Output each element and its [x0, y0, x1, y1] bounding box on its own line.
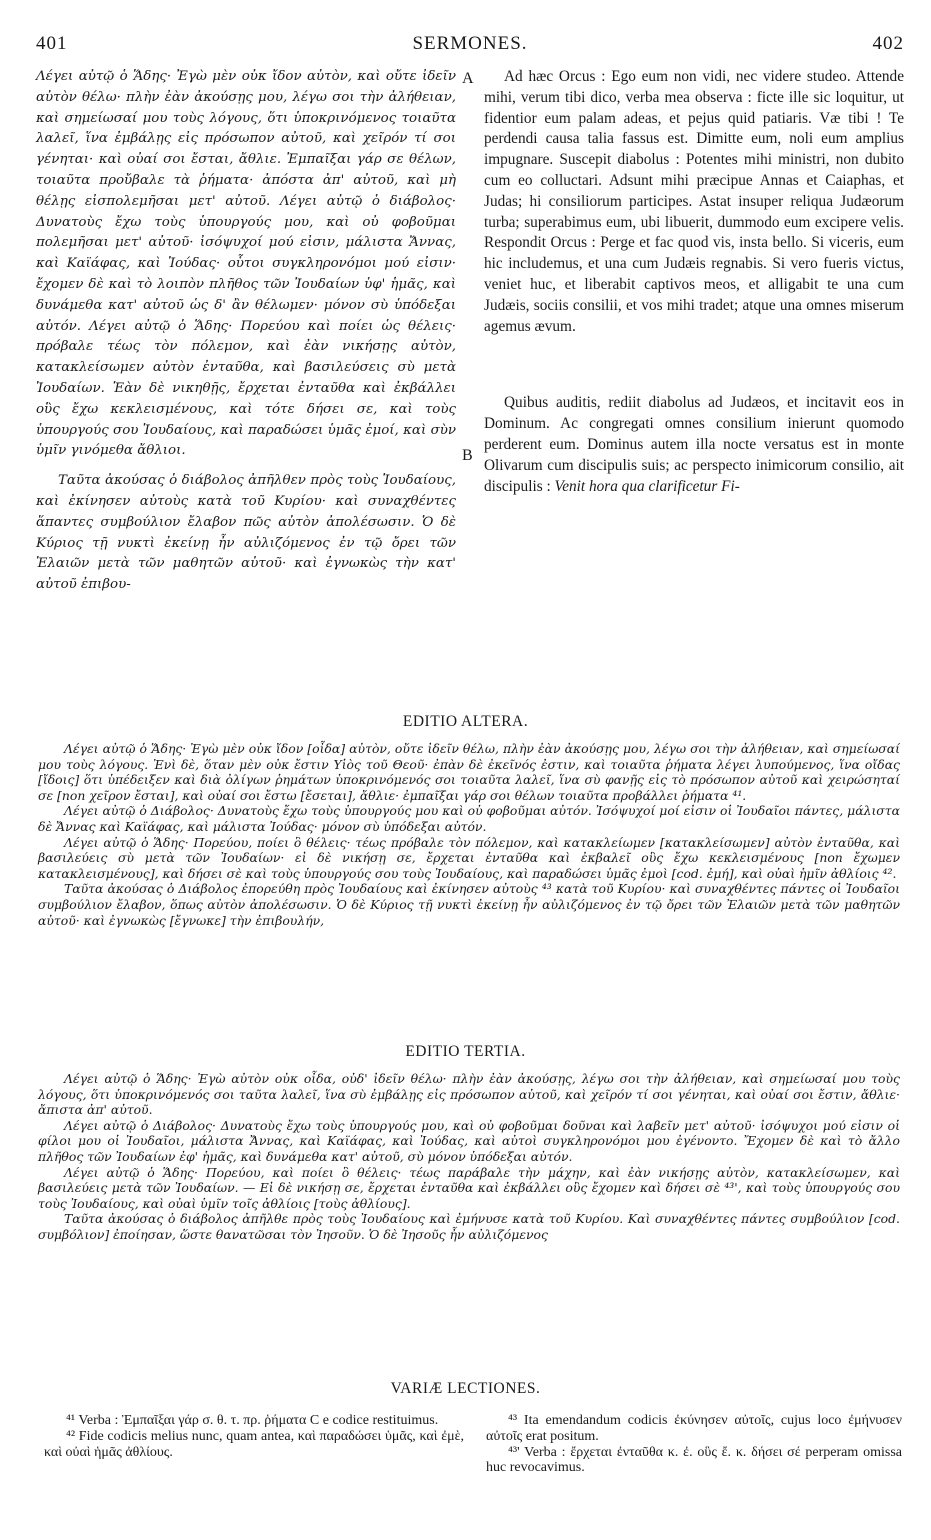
editio-altera-paragraph-1: Λέγει αὐτῷ ὁ Ἅδης· Ἐγὼ μὲν οὐκ ἴδον [οἶδα] αὐτὸν, οὔτε ἰδεῖν θέλω, πλὴν ἐὰν ἀκούσῃς μου, λέγω σοι τὴν ἀλήθειαν, καὶ σημείωσαί μου τοὺς λόγους. Ἐνὶ δὲ, ὅταν μὲν οὐκ ἔστιν Υἱὸς τοῦ Θεοῦ· ἐπὰν δὲ ἐκεῖνός ἐστιν, καὶ τοιαῦτα ῥήματα λέγει λυπούμενος, ἵνα οἴδας [ἴδοις] ὅτι ὑπέδειξεν καὶ διὰ ὀλίγων ῥημάτων ὑποκρινόμενός σοι τοιαῦτα λαλεῖ, ἵνα σὺ φανῇς εἰς τὸ πρόσωπον αὐτοῦ καὶ χειρώσηταί σε [non χεῖρον ἔσται], καὶ οὐαί σοι ἔστω [ἔσεται], ἄθλιε· ἐμπαῖξαι γάρ σοι θέλων τοιαῦτα προβάλλει ῥήματα ⁴¹. — [38, 741, 900, 803]
section-title-editio-tertia: EDITIO TERTIA. — [405, 1043, 526, 1060]
variae-left-column — [44, 1413, 464, 1460]
editio-tertia-text — [38, 1071, 900, 1243]
greek-column — [36, 67, 456, 596]
running-title: SERMONES. — [412, 33, 528, 54]
margin-mark-a: A — [462, 70, 474, 87]
latin-paragraph-1: Ad hæc Orcus : Ego eum non vidi, nec videre studeo. Attende mihi, verum tibi dico, verba mea observa : ficte ille sic loquitur, ut fidentior eum palam adeas, et pejus quid patiaris. Væ tibi ! Te perdendi causa talia fassus est. Dimitte eum, noli eum amplius impugnare. Suscepit diabolus : Potentes mihi ministri, non dubito cum eo colluctari. Adsunt mihi præcipue Annas et Caiaphas, et Judas; hi consiliorum participes. Astat insuper reliqua Judæorum turba; superabimus eum, ubi libuerit, dummodo eum excipere velis. Respondit Orcus : Perge et fac quod vis, insta bello. Si viceris, eum hic includemus, et una cum Judæis regnabis. Si vero fueris victus, veniet huc, et liberabit captivos meos, et alligabit te una cum Judæis, sociis consilii, et vos mihi tradet; atque una omnes miserum agemus ævum. — [484, 68, 904, 335]
editio-altera-paragraph-2: Λέγει αὐτῷ ὁ Διάβολος· Δυνατοὺς ἔχω τοὺς ὑπουργούς μου καὶ οὐ φοβοῦμαι αὐτόν. Ἰσόψυχοί μοί εἰσιν οἱ Ἰουδαῖοι πάντες, μάλιστα δὲ Ἄννας καὶ Καϊάφας, καὶ μάλιστα Ἰούδας· μόνον σὺ ὑπόδεξαι αὐτόν. — [38, 803, 900, 834]
editio-altera-paragraph-4: Ταῦτα ἀκούσας ὁ Διάβολος ἐπορεύθη πρὸς Ἰουδαίους καὶ ἐκίνησεν αὐτοὺς ⁴³ κατὰ τοῦ Κυρίου· καὶ συναχθέντες πάντες οἱ Ἰουδαῖοι συμβούλιον ἔλαβον, ὅπως αὐτὸν ἀπολέσωσιν. Ὁ δὲ Κύριος τῇ νυκτὶ ἐκείνῃ ἦν αὐλιζόμενος ἐν τῷ ὄρει τῶν Ἐλαιῶν μετὰ τῶν μαθητῶν αὐτοῦ· καὶ ἐγνωκὼς [ἔγνωκε] τὴν ἐπιβουλήν, — [38, 881, 900, 928]
page-number-left: 401 — [36, 33, 68, 54]
editio-tertia-paragraph-2: Λέγει αὐτῷ ὁ Διάβολος· Δυνατοὺς ἔχω τοὺς ὑπουργούς μου, καὶ οὐ φοβοῦμαι δοῦναι καὶ λαβεῖν μετ' αὐτοῦ· ἰσόψυχοι μού εἰσιν οἱ φίλοι μου οἱ Ἰουδαῖοι, μάλιστα Ἄννας, καὶ Καϊάφας, καὶ Ἰούδας, καὶ αὐτοὶ συγκληρονόμοι μου ἐγένοντο. Ἔχομεν δὲ καὶ τὸ ἄλλο πλῆθος τῶν Ἰουδαίων ἐφ' ἡμᾶς, καὶ δυνάμεθα κατ' αὐτοῦ, σὺ μόνον ὑπόδεξαι αὐτόν. — [38, 1117, 900, 1164]
greek-paragraph-1: Λέγει αὐτῷ ὁ Ἅδης· Ἐγὼ μὲν οὐκ ἴδον αὐτὸν, καὶ οὔτε ἰδεῖν αὐτὸν θέλω· πλὴν ἐὰν ἀκούσῃς μου, λέγω σοι τὴν ἀλήθειαν, καὶ σημείωσαί μου τοὺς λόγους, ὅτι ὑποκρινόμενος τοιαῦτα λαλεῖ, ἵνα ἐμβάλῃς εἰς πρόσωπον αὐτοῦ, καὶ χεῖρόν τί σοι γένηται· καὶ οὐαί σοι ἔσται, ἄθλιε. Ἐμπαῖξαι γάρ σε θέλων, τοιαῦτα προὔβαλε τὰ ῥήματα· ἀπόστα ἀπ' αὐτοῦ, καὶ μὴ θέλῃς εἰσπολεμῆσαι μετ' αὐτοῦ. Λέγει αὐτῷ ὁ διάβολος· Δυνατοὺς ἔχω τοὺς ὑπουργούς μου, καὶ οὐ φοβοῦμαι πολεμῆσαι μετ' αὐτοῦ· ἰσόψυχοί μού εἰσιν, μάλιστα Ἄννας, καὶ Καϊάφας, καὶ Ἰούδας· οὗτοι συγκληρονόμοι μού εἰσιν· ἔχομεν δὲ καὶ τὸ λοιπὸν πλῆθος τῶν Ἰουδαίων ὑφ' ἡμᾶς, καὶ δυνάμεθα κατ' αὐτοῦ ὡς δ' ἂν θέλωμεν· μόνον σὺ ὑπόδεξαι αὐτόν. Λέγει αὐτῷ ὁ Ἅδης· Πορεύου καὶ ποίει ὡς θέλεις· πρόβαλε τέως τὸν πόλεμον, καὶ ἐὰν νικήσῃς αὐτὸν, κατακλείσωμεν αὐτὸν ἐνταῦθα, καὶ βασιλεύσεις σὺ μετὰ Ἰουδαίων. Ἐὰν δὲ νικηθῇς, ἔρχεται ἐνταῦθα καὶ ἐκβάλλει οὓς ἔχω κεκλεισμένους, καὶ τότε δήσει σε, καὶ τοὺς ὑπουργούς σου Ἰουδαίους, καὶ παραδώσει ὑμᾶς ἐμοί, καὶ σὺν ὑμῖν γινόμεθα ἄθλιοι. — [36, 69, 456, 459]
variae-right-column — [486, 1413, 902, 1476]
variant-note-43: ⁴³ Ita emendandum codicis ἐκύνησεν αὐτοῖς, cujus loco ἐμήνυσεν αὐτοῖς erat positum. — [486, 1413, 902, 1444]
latin-column — [484, 67, 904, 497]
variant-note-41: ⁴¹ Verba : Ἐμπαῖξαι γάρ σ. θ. τ. πρ. ῥήματα C e codice restituimus. — [66, 1413, 439, 1428]
variant-note-42: ⁴² Fide codicis melius nunc, quam antea, καὶ παραδώσει ὑμᾶς, καὶ ἐμὲ, καὶ οὐαὶ ἡμᾶς ἀθλίους. — [44, 1428, 464, 1460]
latin-paragraph-2 — [484, 393, 904, 497]
editio-altera-paragraph-3: Λέγει αὐτῷ ὁ Ἅδης· Πορεύου, ποίει ὃ θέλεις· τέως πρόβαλε τὸν πόλεμον, καὶ κατακλείωμεν [κατακλείσωμεν] αὐτὸν ἐνταῦθα, καὶ βασιλεύεις σὺ μετὰ τῶν Ἰουδαίων· εἰ δὲ νικήσῃ σε, ἔρχεται ἐνταῦθα καὶ ἐκβαλεῖ οὓς ἔχω κεκλεισμένους [non ἔχωμεν κατακλεισμένους], καὶ δήσει σὲ καὶ τοὺς ὑπουργούς σου τοὺς Ἰουδαίους, καὶ παραδώσει ὑμᾶς ἐμοὶ [cod. ἐμή], καὶ οὐαὶ ἡμῖν ἀθλίοις ⁴². — [38, 834, 900, 881]
greek-paragraph-2: Ταῦτα ἀκούσας ὁ διάβολος ἀπῆλθεν πρὸς τοὺς Ἰουδαίους, καὶ ἐκίνησεν αὐτοὺς κατὰ τοῦ Κυρίου· καὶ συναχθέντες ἅπαντες συμβούλιον ἔλαβον πῶς αὐτὸν ἀπολέσωσιν. Ὁ δὲ Κύριος τῇ νυκτὶ ἐκείνῃ ἦν αὐλιζόμενος ἐν τῷ ὄρει τῶν Ἐλαιῶν μετὰ τῶν μαθητῶν αὐτοῦ· καὶ ἐγνωκὼς τὴν κατ' αὐτοῦ ἐπιβου- — [36, 473, 456, 593]
page-number-right: 402 — [872, 33, 904, 54]
latin-paragraph-2-text: Quibus auditis, rediit diabolus ad Judæos, et incitavit eos in Dominum. Ac congregati omnes consilium inierunt quomodo perderent eum. Dominus autem illa nocte versatus est in monte Olivarum cum discipulis suis; ac perspecto inimicorum consilio, ait discipulis : — [484, 394, 904, 495]
running-header — [36, 33, 904, 57]
latin-paragraph-2-italic: Venit hora qua clarificetur Fi- — [554, 477, 740, 495]
editio-tertia-paragraph-4: Ταῦτα ἀκούσας ὁ διάβολος ἀπῆλθε πρὸς τοὺς Ἰουδαίους καὶ ἐμήνυσε κατὰ τοῦ Κυρίου. Καὶ συναχθέντες πάντες συμβούλιον [cod. συμβόλιον] ἐποίησαν, ὥστε θανατῶσαι τὸν Ἰησοῦν. Ὁ δὲ Ἰησοῦς ἦν αὐλιζόμενος — [38, 1211, 900, 1242]
editio-tertia-paragraph-3: Λέγει αὐτῷ ὁ Ἅδης· Πορεύου, καὶ ποίει ὃ θέλεις· τέως παράβαλε τὴν μάχην, καὶ ἐὰν νικήσῃς αὐτὸν, κατακλείσωμεν, καὶ βασιλεύεις μετὰ τῶν Ἰουδαίων. — Εἰ δὲ νικήσῃ σε, ἔρχεται ἐνταῦθα καὶ ἐκβάλλει οὓς ἔχομεν καὶ δήσει σὲ ⁴³', καὶ τοὺς ὑπουργούς σου τοὺς Ἰουδαίους, καὶ οὐαὶ ὑμῖν τοῖς ἀθλίοις [τοὺς ἀθλίους]. — [38, 1164, 900, 1211]
editio-altera-text — [38, 741, 900, 928]
section-title-editio-altera: EDITIO ALTERA. — [402, 713, 529, 730]
editio-tertia-paragraph-1: Λέγει αὐτῷ ὁ Ἅδης· Ἐγὼ αὐτὸν οὐκ οἶδα, οὐδ' ἰδεῖν θέλω· πλὴν ἐὰν ἀκούσῃς, λέγω σοι τὴν ἀλήθειαν, καὶ σημείωσαί μου τοὺς λόγους, ὅτι ὑποκρινόμενός σοι ταῦτα λαλεῖ, ἵνα σὺ ἐμβάλῃς εἰς πρόσωπον αὐτοῦ, καὶ χεῖρόν τί σοι γένηται, καὶ οὐαί σοι ἔστιν, ἄθλιε· ἄπιστα ἀπ' αὐτοῦ. — [38, 1071, 900, 1118]
variant-note-43-prime: ⁴³' Verba : ἔρχεται ἐνταῦθα κ. ἐ. οὓς ἔ. κ. δήσει σέ perperam omissa huc revocavimus. — [486, 1444, 902, 1476]
section-title-variae-lectiones: VARIÆ LECTIONES. — [390, 1380, 541, 1397]
margin-mark-b: B — [462, 447, 473, 464]
